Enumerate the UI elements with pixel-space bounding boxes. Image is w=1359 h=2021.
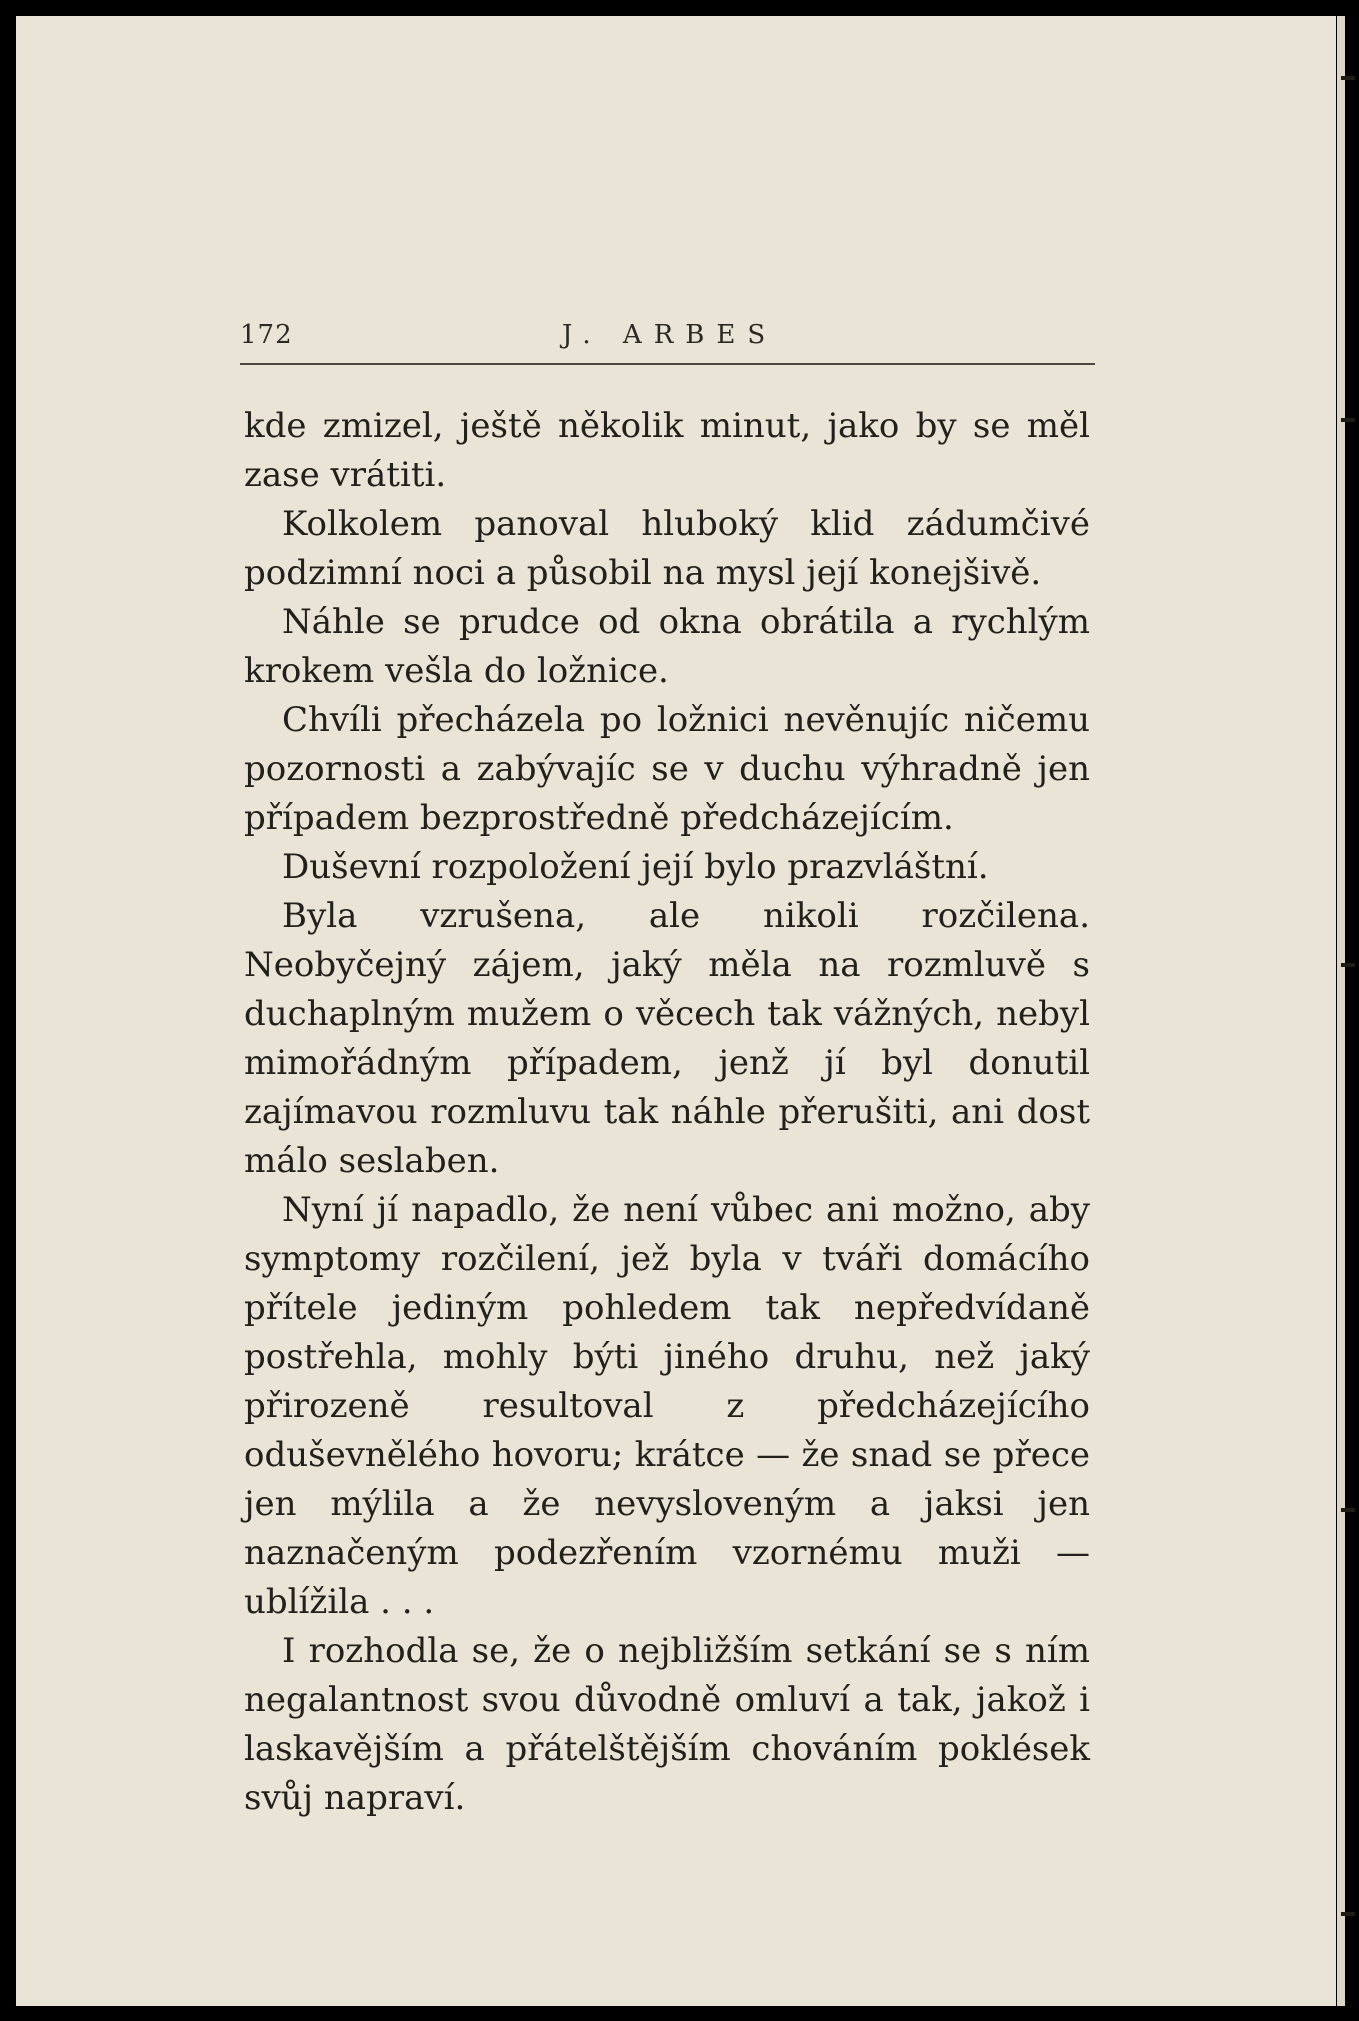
edge-mark	[1341, 1912, 1355, 1916]
paragraph: Byla vzrušena, ale nikoli rozčilena. Neobyčejný zájem, jaký měla na rozmluvě s duchaplným mužem o věcech tak vážných, nebyl mimořádným případem, jenž jí byl donutil zajímavou rozmluvu tak náhle přerušiti, ani dost málo seslaben.	[244, 896, 1090, 1181]
edge-mark	[1341, 963, 1355, 967]
page-header	[240, 320, 1095, 360]
paragraph: Náhle se prudce od okna obrátila a rychlým krokem vešla do ložnice.	[244, 602, 1090, 691]
paragraph: I rozhodla se, že o nejbližším setkání se s ním negalantnost svou důvodně omluví a tak, jakož i laskavějším a přátelštějším chováním poklések svůj napraví.	[244, 1631, 1090, 1818]
body-text	[244, 402, 1090, 1823]
paragraph: Duševní rozpoložení její bylo prazvláštní.	[282, 847, 989, 887]
edge-mark	[1341, 1508, 1355, 1512]
paragraph: Chvíli přecházela po ložnici nevěnujíc ničemu pozornosti a zabývajíc se v duchu výhradně jen případem bezprostředně předcházejícím.	[244, 700, 1090, 838]
edge-mark	[1341, 76, 1355, 80]
paragraph: kde zmizel, ještě několik minut, jako by se měl zase vrátiti.	[244, 406, 1090, 495]
paragraph: Nyní jí napadlo, že není vůbec ani možno, aby symptomy rozčilení, jež byla v tváři domácího přítele jediným pohledem tak nepředvídaně postřehla, mohly býti jiného druhu, než jaký přirozeně resultoval z předcházejícího oduševnělého hovoru; krátce — že snad se přece jen mýlila a že nevysloveným a jaksi jen naznačeným podezřením vzornému muži — ublížila . . .	[244, 1190, 1090, 1622]
paragraph: Kolkolem panoval hluboký klid zádumčivé podzimní noci a působil na mysl její konejšivě.	[244, 504, 1090, 593]
edge-mark	[1341, 418, 1355, 422]
running-head: J. ARBES	[562, 320, 778, 350]
header-rule	[240, 363, 1095, 365]
page-number: 172	[240, 320, 293, 350]
page-edge	[1337, 16, 1345, 2006]
